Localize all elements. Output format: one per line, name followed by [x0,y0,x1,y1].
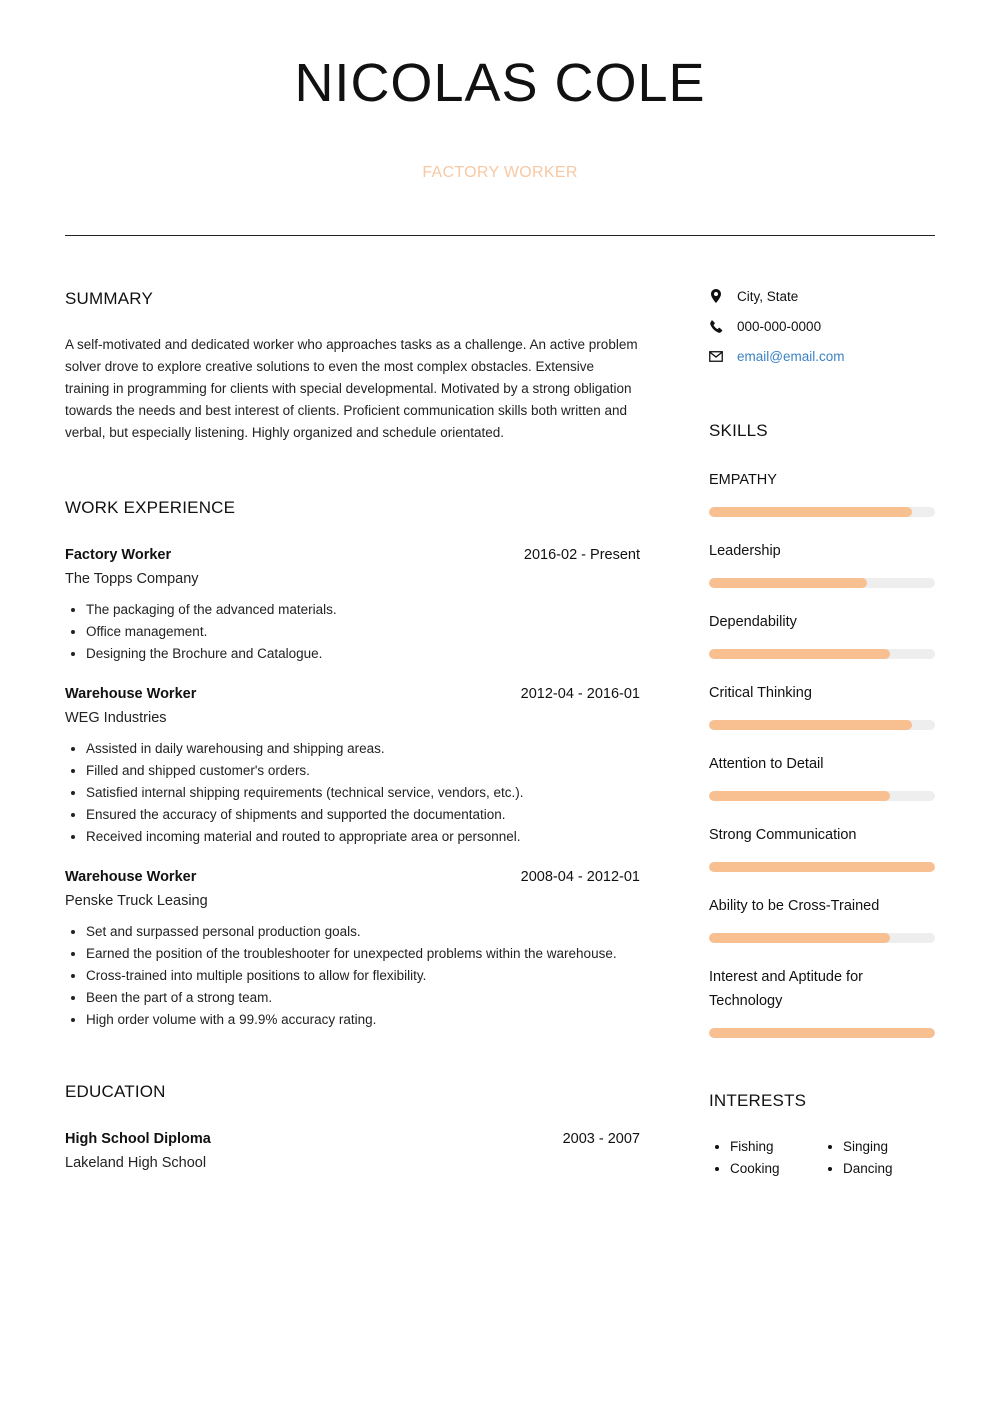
job-bullets [65,738,640,848]
skill-level-fill [709,720,912,730]
job-bullet: • Earned the position of the troubleshooter for unexpected problems within the warehouse. [86,943,640,965]
education-heading: EDUCATION [65,1082,166,1101]
job-company: Penske Truck Leasing [65,893,208,909]
skill-item [709,752,935,801]
skill-name: Attention to Detail [709,756,824,772]
skill-level-fill [709,507,912,517]
job-role: Warehouse Worker [65,686,197,702]
skill-item [709,965,935,1038]
main-column [65,288,640,1173]
interest-item: • Dancing [843,1158,935,1180]
skill-name: EMPATHY [709,472,777,488]
skill-item [709,681,935,730]
skill-level-bar [709,507,935,517]
summary-heading: SUMMARY [65,289,153,308]
skill-level-bar [709,720,935,730]
job-company: The Topps Company [65,571,199,587]
interests-list [709,1136,935,1180]
job-bullet: • The packaging of the advanced materials. [86,599,640,621]
envelope-icon [709,349,723,363]
job-bullet: • High order volume with a 99.9% accuracy rating. [86,1009,640,1031]
job-bullet: • Assisted in daily warehousing and shipping areas. [86,738,640,760]
job-entry [65,684,640,848]
education-dates: 2003 - 2007 [562,1131,640,1147]
skill-level-bar [709,933,935,943]
job-bullets [65,599,640,665]
phone-icon [709,319,723,333]
resume-job-title: FACTORY WORKER [422,164,578,181]
skill-level-fill [709,649,890,659]
skill-level-fill [709,862,935,872]
skill-level-bar [709,649,935,659]
skill-name: Leadership [709,543,781,559]
work-experience-heading: WORK EXPERIENCE [65,498,236,517]
job-bullet: • Office management. [86,621,640,643]
contact-email-link[interactable]: email@email.com [737,348,845,364]
interests-column [709,1136,822,1180]
header-divider [65,235,935,236]
job-dates: 2012-04 - 2016-01 [520,686,640,702]
skill-item [709,610,935,659]
interest-item: • Singing [843,1136,935,1158]
education-degree: High School Diploma [65,1131,211,1147]
job-bullet: • Designing the Brochure and Catalogue. [86,643,640,665]
skill-level-bar [709,862,935,872]
job-entry [65,545,640,665]
job-role: Warehouse Worker [65,869,197,885]
job-bullet: • Ensured the accuracy of shipments and supported the documentation. [86,804,640,826]
skill-item [709,823,935,872]
skill-name: Dependability [709,614,797,630]
skill-item [709,468,935,517]
job-bullet: • Set and surpassed personal production goals. [86,921,640,943]
resume-name: NICOLAS COLE [294,53,706,113]
contact-email [709,346,935,366]
job-bullets [65,921,640,1031]
skill-level-bar [709,791,935,801]
summary-text: A self-motivated and dedicated worker who approaches tasks as a challenge. An active problem solver drove to explore creative solutions to even the most complex obstacles. Extensive training in programming for clients with special developmental. Motivated by a strong obligation towards the needs and best interest of clients. Proficient communication skills both written and verbal, but especially listening. Highly organized and schedule orientated. [65,337,638,440]
skill-name: Critical Thinking [709,685,812,701]
map-pin-icon [709,289,723,303]
interest-item: • Cooking [730,1158,822,1180]
job-dates: 2008-04 - 2012-01 [520,869,640,885]
sidebar-column [709,286,935,1180]
contact-location-text: City, State [737,288,799,304]
skill-item [709,539,935,588]
job-bullet: • Satisfied internal shipping requirements (technical service, vendors, etc.). [86,782,640,804]
contact-phone [709,316,935,336]
job-bullet: • Filled and shipped customer's orders. [86,760,640,782]
job-company: WEG Industries [65,710,167,726]
skill-level-bar [709,578,935,588]
skill-name: Ability to be Cross-Trained [709,898,880,914]
job-bullet: • Been the part of a strong team. [86,987,640,1009]
skills-heading: SKILLS [709,421,768,440]
job-bullet: • Cross-trained into multiple positions to allow for flexibility. [86,965,640,987]
education-school: Lakeland High School [65,1155,207,1171]
interest-item: • Fishing [730,1136,822,1158]
skills-list [709,468,935,1038]
skill-level-fill [709,933,890,943]
interests-heading: INTERESTS [709,1091,807,1110]
skill-item [709,894,935,943]
skill-level-bar [709,1028,935,1038]
skill-name: Interest and Aptitude for Technology [709,969,863,1009]
job-dates: 2016-02 - Present [523,547,640,563]
job-bullet: • Received incoming material and routed to appropriate area or personnel. [86,826,640,848]
interests-column [822,1136,935,1180]
skill-level-fill [709,578,867,588]
contact-phone-text: 000-000-0000 [737,318,822,334]
skill-level-fill [709,1028,935,1038]
education-entry [65,1129,640,1173]
job-role: Factory Worker [65,547,172,563]
contact-location [709,286,935,306]
skill-level-fill [709,791,890,801]
skill-name: Strong Communication [709,827,857,843]
job-entry [65,867,640,1031]
